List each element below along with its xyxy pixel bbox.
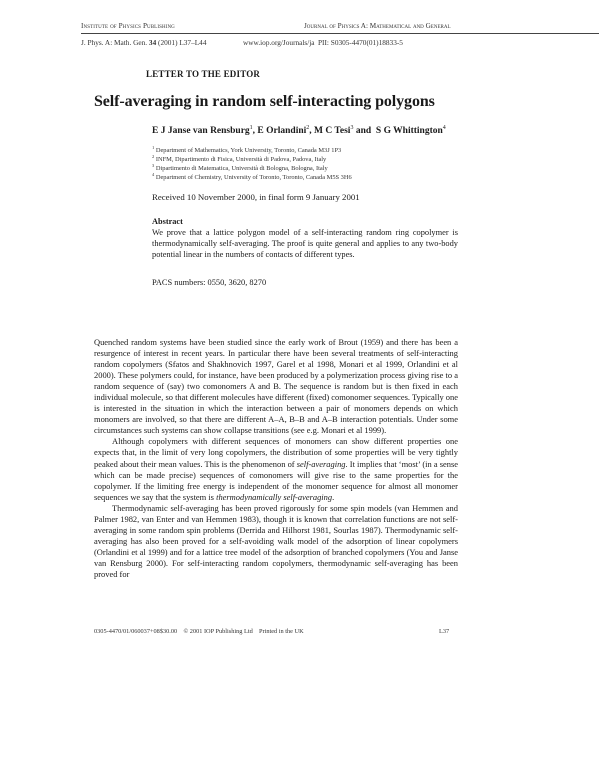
- paragraph-2-text: Although copolymers with different sequences of monomers can show different properties one expects that, in the limit of very long copolymers, the distribution of some properties will be very tightly peaked about their mean values. This is the phenomenon of: [94, 436, 458, 469]
- affiliation-text: Department of Mathematics, York University, Toronto, Canada M3J 1P3: [155, 147, 342, 155]
- footer-meta: [94, 628, 304, 635]
- journal-url[interactable]: www.iop.org/Journals/ja: [243, 38, 315, 47]
- abstract-heading: Abstract: [152, 217, 183, 226]
- header-rule: [81, 33, 599, 34]
- author-separator: and: [353, 126, 374, 137]
- paragraph-3: Thermodynamic self-averaging has been proved rigorously for some spin models (van Hemmen and Palmer 1982, van Enter and van Hemmen 1983), though it is known that correlation functions are not self-averaging in some random spin problems (Derrida and Hilhorst 1981, Sourlas 1987). Thermodynamic self-averaging has also been proved for a self-avoiding walk model of the adsorption of linear copolymers (Orlandini et al 1999) and for a lattice tree model of the adsorption of branched copolymers (You and Janse van Rensburg 2000). For self-interacting random copolymers, thermodynamic self-averaging has been proved for: [94, 502, 458, 579]
- author-name: E J Janse van Rensburg: [152, 126, 250, 137]
- emphasis-self-averaging: self-averaging: [296, 458, 346, 469]
- affiliation-sup: 2: [152, 154, 155, 159]
- paragraph-2: [94, 436, 458, 502]
- footer-code: 0305-4470/01/060037+08$30.00: [94, 628, 178, 635]
- footer-copyright: © 2001 IOP Publishing Ltd: [183, 628, 253, 635]
- paragraph-2-text: .: [332, 491, 335, 502]
- affiliation-text: INFM, Dipartimento di Fisica, Università di Padova, Padova, Italy: [155, 156, 327, 164]
- paragraph-1: Quenched random systems have been studied since the early work of Brout (1959) and there has been a resurgence of interest in recent years. In particular there have been several treatments of self-interacting random copolymers (Sfatos and Shakhnovich 1997, Garel et al 1998, Monari et al 1999, Orlandini et al 2000). These polymers could, for instance, have been produced by a polymerization process giving rise to a random sequence of (say) two comonomers A and B. The sequence is random but is then fixed in each individual molecule, so that different molecules have different (fixed) comonomer sequences. Typically one is interested in the situation in which the interaction between a pair of monomers depends on which monomers are involved, so that there are different A–A, B–B and A–B interaction potentials. Under some circumstances such systems can show collapse transitions (see e.g. Monari et al 1999).: [94, 337, 458, 436]
- author-separator: ,: [252, 126, 258, 137]
- author-separator: ,: [309, 126, 315, 137]
- paragraph-2-text: . It implies that ‘most’ (in a sense which can be made precise) sequences of comonomers will give rise to the same properties for the copolymer. If the limiting free energy is independent of the monomer sequence for almost all monomer sequences we say that the system is: [94, 458, 458, 502]
- pii: PII: S0305-4470(01)18833-5: [318, 38, 403, 47]
- affiliation: [152, 170, 352, 182]
- pacs-numbers: PACS numbers: 0550, 3620, 8270: [152, 278, 267, 287]
- author-name: M C Tesi: [314, 126, 351, 137]
- affiliation-text: Dipartimento di Matematica, Università di Bologna, Bologna, Italy: [155, 165, 328, 173]
- author-sup: 3: [350, 125, 354, 131]
- author-sup: 4: [442, 125, 446, 131]
- author-sup: 1: [249, 125, 253, 131]
- citation-prefix: J. Phys. A: Math. Gen.: [81, 38, 148, 47]
- journal-header: Journal of Physics A: Mathematical and General: [304, 22, 451, 30]
- received-date: Received 10 November 2000, in final form 9 January 2001: [152, 192, 360, 202]
- author-list: [152, 125, 446, 136]
- affiliation-text: Department of Chemistry, University of Toronto, Toronto, Canada M5S 3H6: [155, 174, 352, 182]
- affiliation-sup: 3: [152, 163, 155, 168]
- author-sup: 2: [306, 125, 310, 131]
- author-name: S G Whittington: [375, 126, 443, 137]
- footer-printed: Printed in the UK: [259, 628, 304, 635]
- abstract-text: We prove that a lattice polygon model of a self-interacting random ring copolymer is thermodynamically self-averaging. The proof is quite general and applies to any two-body potential linear in the numbers of contacts of different types.: [152, 228, 458, 260]
- emphasis-thermodynamic: thermodynamically self-averaging: [216, 491, 333, 502]
- affiliation-sup: 4: [152, 172, 155, 177]
- article-type: LETTER TO THE EDITOR: [146, 69, 261, 79]
- page-number: L37: [439, 628, 450, 635]
- citation: [81, 38, 206, 47]
- affiliation-sup: 1: [152, 145, 155, 150]
- citation-suffix: (2001) L37–L44: [158, 38, 207, 47]
- body-text: [94, 337, 458, 580]
- author-name: E Orlandini: [257, 126, 307, 137]
- citation-volume: 34: [148, 38, 157, 47]
- publisher-header: Institute of Physics Publishing: [81, 22, 175, 30]
- article-title: Self-averaging in random self-interacting polygons: [94, 93, 435, 110]
